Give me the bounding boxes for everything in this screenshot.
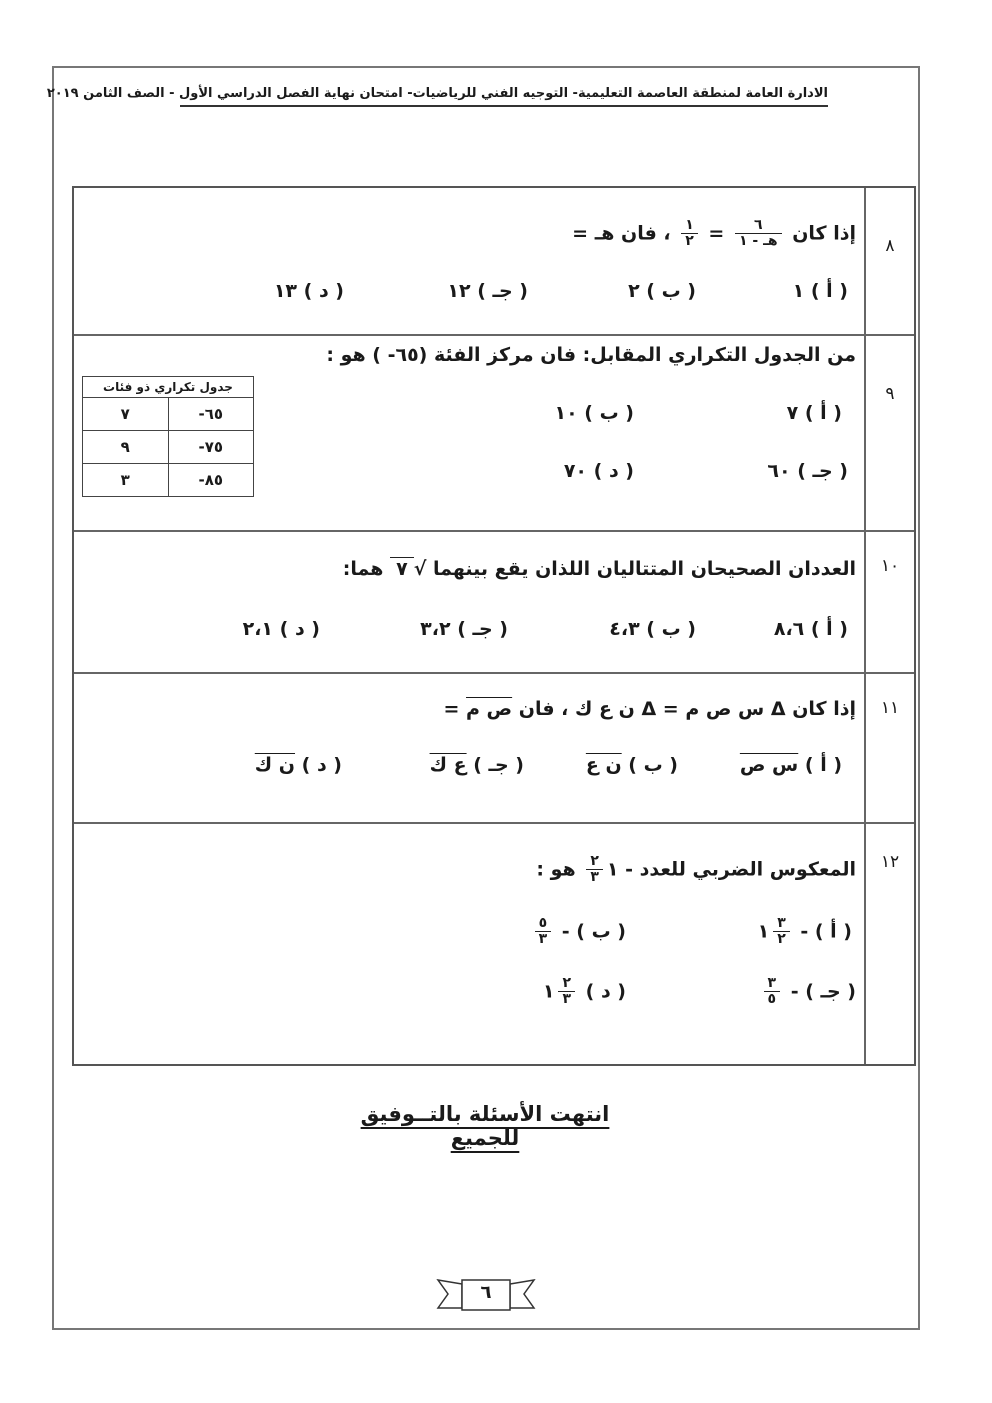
question-number: ٩: [885, 384, 895, 404]
frequency-cell: ٩: [83, 431, 169, 464]
class-cell: ٦٥-: [168, 398, 254, 431]
option-d[interactable]: ( د ) ١٣: [273, 280, 344, 302]
question-row-11: [74, 674, 914, 824]
option-d[interactable]: ( د ) ن ك: [254, 754, 342, 776]
page-number: ٦: [480, 1282, 492, 1303]
option-b[interactable]: ( ب ) - $\frac{٥}{٣}$: [531, 916, 626, 948]
exam-header: الادارة العامة لمنطقة العاصمة التعليمية- التوجيه الفني للرياضيات- امتحان نهاية الفصل الدراسي الأول - الصف الثامن ٢٠١٩: [180, 86, 828, 107]
question-number-cell: [864, 336, 914, 530]
frequency-cell: ٣: [83, 464, 169, 497]
question-text: المعكوس الضربي للعدد - ١ $\frac{٢}{٣}$ هو :: [536, 853, 856, 886]
table-row: [83, 398, 254, 431]
question-row-9: [74, 336, 914, 532]
option-b[interactable]: ( ب ) ٢: [628, 280, 696, 302]
fraction: $\frac{٦}{\text{هـ - ١}}$: [735, 218, 782, 250]
question-number: ١٠: [880, 556, 900, 576]
question-number-cell: [864, 532, 914, 672]
question-text: العددان الصحيحان المتتاليان اللذان يقع بينهما √٧ هما:: [342, 558, 856, 580]
questions-table: [72, 186, 916, 1066]
option-a[interactable]: ( أ ) ١: [792, 280, 848, 302]
option-a[interactable]: ( أ ) س ص: [739, 754, 842, 776]
question-row-12: [74, 824, 914, 1064]
option-a[interactable]: ( أ ) - $\frac{٣}{٢}$ ١: [757, 915, 852, 948]
option-a[interactable]: ( أ ) ٧: [786, 402, 842, 424]
segment: ص م: [466, 698, 513, 720]
option-a[interactable]: ( أ ) ٨،٦: [773, 618, 848, 640]
fraction: $\frac{١}{٢}$: [681, 218, 698, 250]
option-b[interactable]: ( ب ) ٤،٣: [609, 618, 696, 640]
question-text: إذا كان Δ س ص م = Δ ن ع ك ، فان ص م =: [443, 698, 856, 720]
frequency-table-title: جدول تكراري ذو فئات: [83, 377, 254, 398]
closing-message: انتهت الأسئلة بالتــوفيق للجميع: [360, 1102, 610, 1150]
question-row-10: [74, 532, 914, 674]
option-b[interactable]: ( ب ) ١٠: [554, 402, 634, 424]
class-cell: ٨٥-: [168, 464, 254, 497]
question-number: ٨: [885, 236, 895, 256]
frequency-cell: ٧: [83, 398, 169, 431]
table-row: [83, 431, 254, 464]
class-cell: ٧٥-: [168, 431, 254, 464]
option-d[interactable]: ( د ) $\frac{٢}{٣}$ ١: [542, 975, 626, 1008]
fraction: $\frac{٢}{٣}$: [586, 854, 603, 886]
option-c[interactable]: ( جـ ) ٣،٢: [420, 618, 508, 640]
option-c[interactable]: ( جـ ) ع ك: [429, 754, 524, 776]
question-text: من الجدول التكراري المقابل: فان مركز الفئة (٦٥- ) هو :: [326, 344, 856, 366]
option-d[interactable]: ( د ) ٢،١: [242, 618, 320, 640]
option-c[interactable]: ( جـ ) ١٢: [447, 280, 528, 302]
question-number: ١٢: [880, 852, 900, 872]
option-b[interactable]: ( ب ) ن ع: [585, 754, 678, 776]
option-c[interactable]: ( جـ ) - $\frac{٣}{٥}$: [760, 976, 856, 1008]
question-text: إذا كان $\frac{٦}{\text{هـ - ١}}$ = $\frac{١}{٢}$ ، فان هـ =: [572, 217, 856, 250]
question-number-cell: [864, 674, 914, 822]
question-row-8: [74, 188, 914, 336]
option-d[interactable]: ( د ) ٧٠: [563, 460, 634, 482]
question-number: ١١: [880, 698, 900, 718]
page-number-ribbon: [436, 1274, 536, 1314]
fraction: $\frac{٣}{٥}$: [764, 976, 781, 1008]
fraction: $\frac{٢}{٣}$: [558, 976, 575, 1008]
square-root: √٧: [390, 558, 426, 580]
fraction: $\frac{٣}{٢}$: [773, 916, 790, 948]
table-row: [83, 464, 254, 497]
frequency-table: [82, 376, 254, 497]
option-c[interactable]: ( جـ ) ٦٠: [767, 460, 848, 482]
fraction: $\frac{٥}{٣}$: [535, 916, 552, 948]
question-number-cell: [864, 188, 914, 334]
